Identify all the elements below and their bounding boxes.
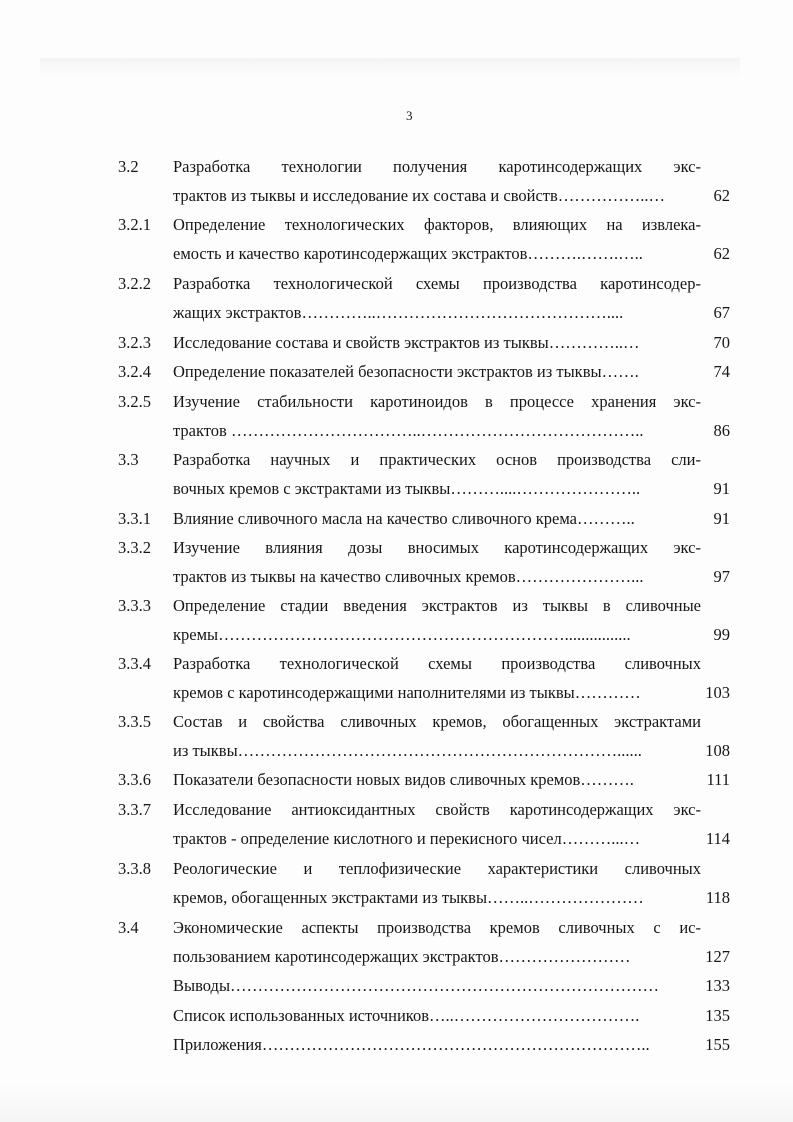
toc-entry-page: 133: [705, 976, 730, 995]
toc-entry-title: [173, 210, 701, 268]
toc-entry-title-line: Экономические аспекты производства кремов сливочных с ис-: [173, 918, 701, 937]
toc-entry-page: 135: [705, 1006, 730, 1025]
toc-entry-number: 3.3.4: [118, 654, 151, 673]
toc-entry-number: 3.3.7: [118, 800, 151, 819]
toc-entry-title: [173, 591, 701, 649]
toc-entry-title: [173, 533, 701, 591]
toc-entry-title: [173, 854, 701, 912]
toc-entry-title: [173, 765, 701, 794]
toc-entry-title: [173, 387, 701, 445]
toc-entry-number: 3.3.1: [118, 509, 151, 528]
toc-entry-title: [173, 707, 701, 765]
toc-entry-title: [173, 269, 701, 327]
toc-entry-page: 86: [713, 421, 730, 440]
toc-entry-title-line: Влияние сливочного масла на качество сливочного крема………..: [173, 509, 635, 528]
toc-entry-page: 62: [713, 186, 730, 205]
toc-entry-number: 3.2.5: [118, 392, 151, 411]
toc-entry-number: 3.2: [118, 157, 139, 176]
toc-entry-title: [173, 913, 701, 971]
toc-entry-number: 3.3.3: [118, 596, 151, 615]
toc-entry-number: 3.3.6: [118, 770, 151, 789]
toc-entry-page: 103: [705, 683, 730, 702]
scan-shadow-top: [40, 58, 740, 78]
toc-entry-title: [173, 649, 701, 707]
toc-entry-title-line: Список использованных источников…..…………………………….: [173, 1006, 640, 1025]
toc-entry-title: [173, 795, 701, 853]
toc-entry-title-line: Реологические и теплофизические характеристики сливочных: [173, 859, 701, 878]
toc-entry-number: 3.4: [118, 918, 139, 937]
toc-entry-title-line: жащих экстрактов…………..……………………………………....: [173, 303, 624, 322]
toc-entry-page: 97: [713, 567, 730, 586]
toc-entry-title: [173, 328, 701, 357]
toc-entry-number: 3.2.4: [118, 362, 151, 381]
toc-entry-title-line: трактов ……………………………..…………………………………..: [173, 421, 644, 440]
toc-entry-title-line: кремов, обогащенных экстрактами из тыквы……..…………………: [173, 888, 644, 907]
toc-entry-title: [173, 152, 701, 210]
toc-entry-title-line: Состав и свойства сливочных кремов, обогащенных экстрактами: [173, 712, 701, 731]
toc-entry-title-line: Определение технологических факторов, влияющих на извлека-: [173, 215, 701, 234]
toc-entry-page: 155: [705, 1035, 730, 1054]
toc-entry-page: 99: [713, 625, 730, 644]
toc-entry-title-line: кремов с каротинсодержащими наполнителями из тыквы…………: [173, 683, 641, 702]
toc-entry-title-line: Исследование состава и свойств экстрактов из тыквы…………..…: [173, 333, 640, 352]
toc-entry-page: 118: [705, 888, 730, 907]
toc-entry-title: [173, 357, 701, 386]
toc-entry-page: 127: [705, 947, 730, 966]
toc-entry-page: 70: [713, 333, 730, 352]
toc-entry-title-line: Разработка технологической схемы производства сливочных: [173, 654, 701, 673]
toc-entry-title-line: емость и качество каротинсодержащих экстрактов……….…….…..: [173, 244, 643, 263]
toc-entry-title-line: кремы………………………………………………………................: [173, 625, 631, 644]
toc-entry-title: [173, 445, 701, 503]
toc-entry-page: 74: [713, 362, 730, 381]
toc-entry-page: 111: [706, 770, 730, 789]
toc-entry-title-line: трактов из тыквы на качество сливочных кремов…………………...: [173, 567, 644, 586]
toc-entry-title-line: пользованием каротинсодержащих экстрактов……………………: [173, 947, 631, 966]
page-number: 3: [406, 108, 413, 123]
toc-entry-title-line: Изучение стабильности каротиноидов в процессе хранения экс-: [173, 392, 701, 411]
toc-entry-number: 3.3: [118, 450, 139, 469]
toc-entry-title: [173, 971, 701, 1000]
toc-entry-title-line: Показатели безопасности новых видов сливочных кремов……….: [173, 770, 634, 789]
toc-entry-title: [173, 1001, 701, 1030]
toc-entry-page: 108: [705, 741, 730, 760]
toc-entry-page: 114: [705, 829, 730, 848]
toc-entry-number: 3.3.2: [118, 538, 151, 557]
toc-entry-title-line: Изучение влияния дозы вносимых каротинсодержащих экс-: [173, 538, 701, 557]
scan-shadow-bottom: [0, 1082, 793, 1122]
toc-entry-title-line: Разработка научных и практических основ производства сли-: [173, 450, 701, 469]
toc-entry-number: 3.3.5: [118, 712, 151, 731]
toc-entry-title-line: Разработка технологической схемы производства каротинсодер-: [173, 274, 701, 293]
toc-entry-number: 3.2.2: [118, 274, 151, 293]
toc-entry-title: [173, 504, 701, 533]
toc-entry-title-line: Определение показателей безопасности экстрактов из тыквы…….: [173, 362, 639, 381]
toc-entry-title-line: трактов из тыквы и исследование их состава и свойств……………..…: [173, 186, 666, 205]
toc-entry-title-line: Разработка технологии получения каротинсодержащих экс-: [173, 157, 701, 176]
toc-entry-title: [173, 1030, 701, 1059]
toc-entry-title-line: трактов - определение кислотного и перекисного чисел………...…: [173, 829, 641, 848]
toc-entry-page: 91: [713, 479, 730, 498]
toc-entry-title-line: Выводы……………………………………………………………………: [173, 976, 660, 995]
toc-entry-number: 3.2.1: [118, 215, 151, 234]
toc-entry-title-line: из тыквы……………………………………………………………......: [173, 741, 642, 760]
toc-entry-title-line: Исследование антиоксидантных свойств каротинсодержащих экс-: [173, 800, 701, 819]
toc-entry-page: 62: [713, 244, 730, 263]
toc-entry-page: 67: [713, 303, 730, 322]
toc-entry-title-line: Приложения……………………………………………………………..: [173, 1035, 650, 1054]
toc-entry-page: 91: [713, 509, 730, 528]
toc-entry-title-line: вочных кремов с экстрактами из тыквы………....…………………..: [173, 479, 641, 498]
toc-entry-title-line: Определение стадии введения экстрактов из тыквы в сливочные: [173, 596, 701, 615]
toc-entry-number: 3.2.3: [118, 333, 151, 352]
toc-entry-number: 3.3.8: [118, 859, 151, 878]
